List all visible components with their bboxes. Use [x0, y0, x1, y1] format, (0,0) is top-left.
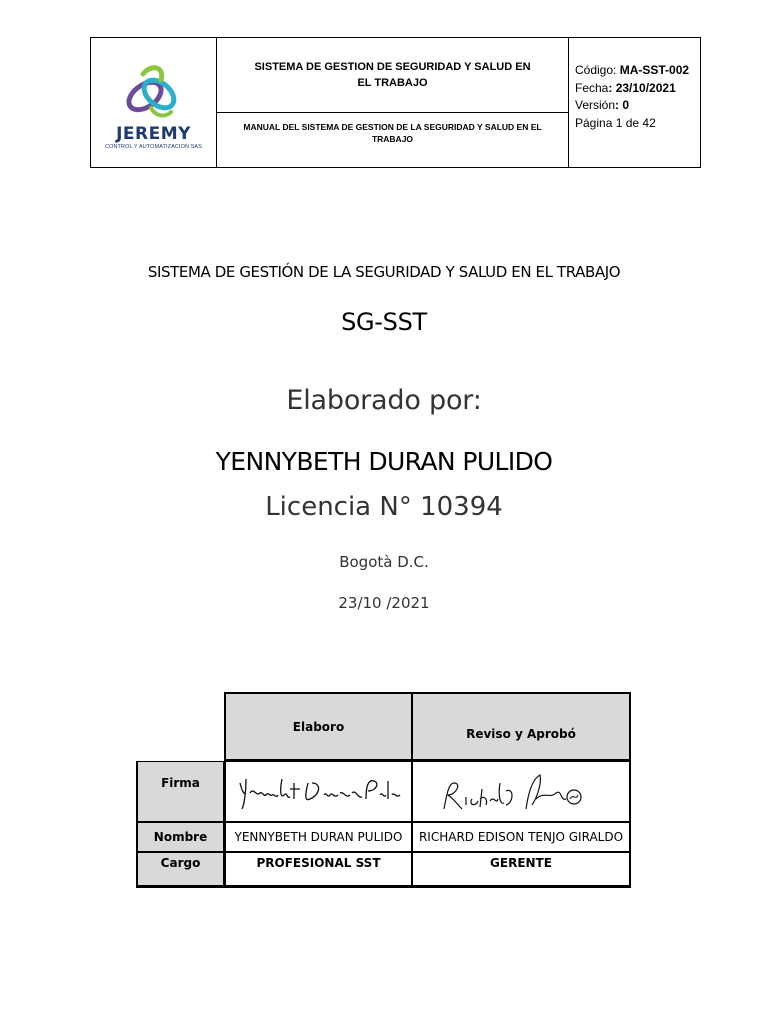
row-label-nombre: Nombre — [136, 822, 224, 852]
header-titles — [217, 38, 569, 167]
logo-mark-icon — [121, 64, 185, 124]
company-logo — [91, 38, 217, 167]
fecha-label: Fecha — [575, 80, 609, 95]
cover-acronym: SG-SST — [341, 308, 427, 336]
reviso-signature — [412, 761, 631, 822]
row-label-cargo: Cargo — [136, 852, 224, 888]
elaboro-cargo: PROFESIONAL SST — [224, 852, 412, 888]
col-header-reviso: Reviso y Aprobó — [412, 692, 631, 761]
codigo-label: Código: — [575, 63, 617, 77]
reviso-nombre: RICHARD EDISON TENJO GIRALDO — [412, 822, 631, 852]
col-header-elaboro: Elaboro — [224, 692, 412, 761]
manual-title: MANUAL DEL SISTEMA DE GESTION DE LA SEGURIDAD Y SALUD EN EL TRABAJO — [243, 122, 542, 144]
row-label-firma: Firma — [136, 761, 224, 822]
codigo-value: MA-SST-002 — [619, 63, 690, 77]
version-line — [575, 97, 700, 115]
city: Bogotà D.C. — [339, 553, 429, 571]
cover-system-title: SISTEMA DE GESTIÓN DE LA SEGURIDAD Y SALUD EN EL TRABAJO — [147, 263, 621, 281]
prepared-by-label: Elaborado por: — [286, 385, 482, 416]
document-control-info — [569, 38, 700, 167]
codigo-line — [575, 62, 700, 80]
signatures-table — [136, 692, 631, 891]
fecha-line — [575, 80, 700, 98]
fecha-value: : 23/10/2021 — [608, 80, 676, 95]
signature-yennybeth-icon — [234, 769, 404, 815]
reviso-cargo: GERENTE — [412, 852, 631, 888]
author-name: YENNYBETH DURAN PULIDO — [215, 447, 553, 476]
elaboro-signature — [224, 761, 412, 822]
cover-date: 23/10 /2021 — [338, 594, 430, 612]
pagina-line: Página 1 de 42 — [575, 115, 656, 130]
document-header — [90, 37, 701, 168]
license-number: Licencia N° 10394 — [265, 492, 503, 522]
version-value: : 0 — [615, 98, 630, 112]
elaboro-nombre: YENNYBETH DURAN PULIDO — [224, 822, 412, 852]
logo-tagline: CONTROL Y AUTOMATIZACION SAS — [105, 144, 202, 150]
signature-richard-icon — [436, 769, 606, 815]
logo-name: JEREMY — [116, 124, 191, 144]
system-title: SISTEMA DE GESTION DE SEGURIDAD Y SALUD EN EL TRABAJO — [217, 38, 568, 113]
version-label: Versión — [575, 98, 616, 112]
